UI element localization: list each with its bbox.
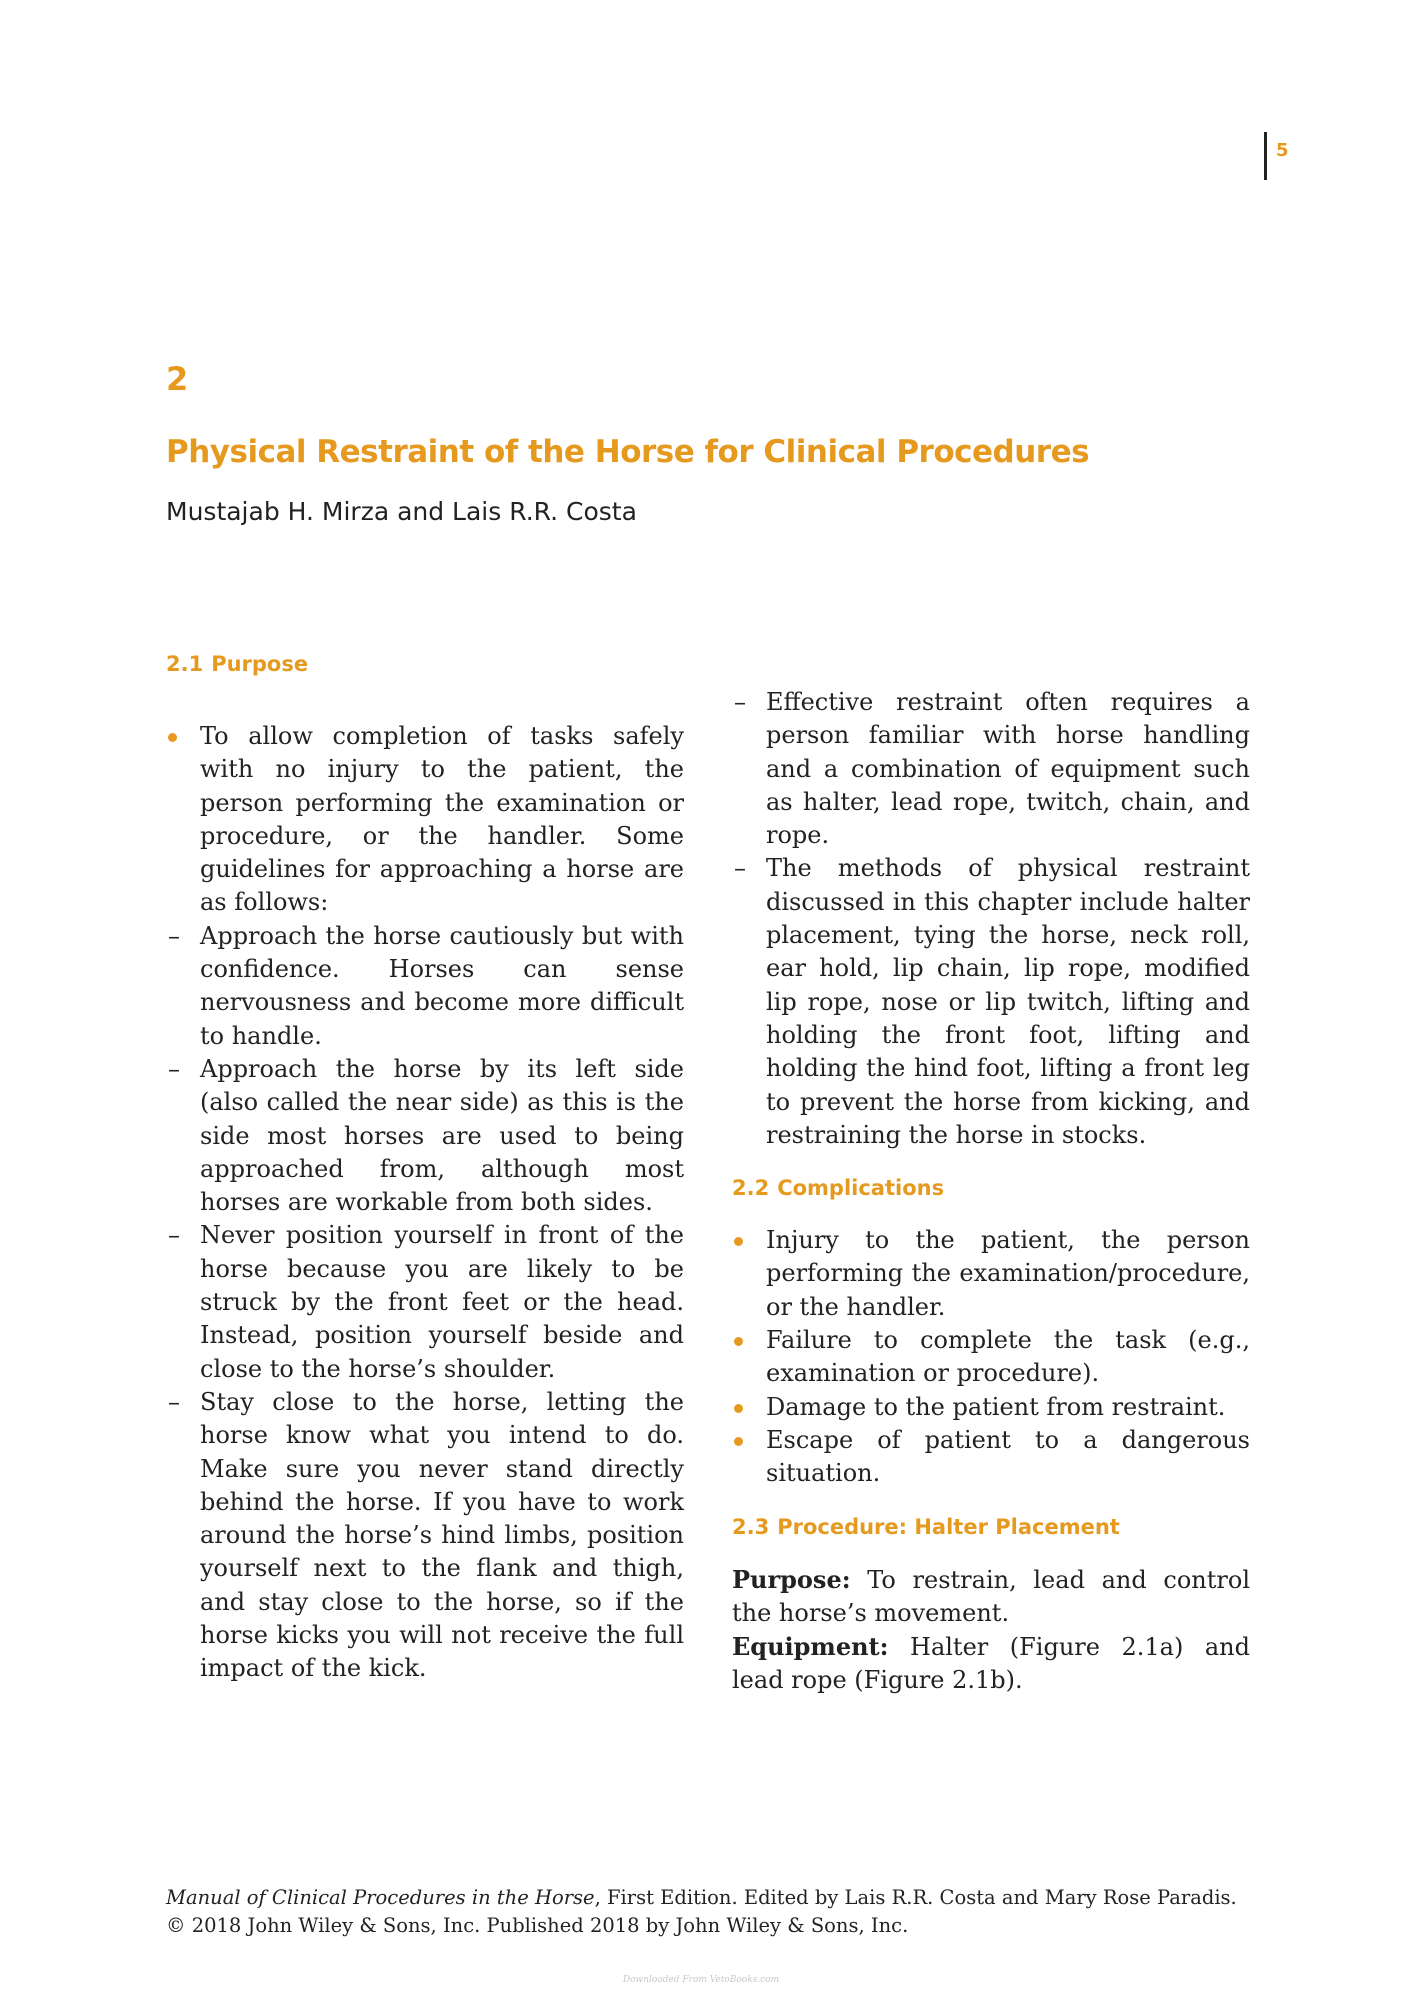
page-number-rule <box>1264 132 1267 180</box>
guideline-item: – Never position yourself in front of the horse because you are likely to be struck by the front feet or the head. Instead, position yourself beside and close to the horse’s shoulder. <box>166 1219 684 1385</box>
section-number: 2.1 <box>166 652 204 676</box>
guideline-list <box>166 920 684 1686</box>
page-number: 5 <box>1276 140 1289 161</box>
purpose-text: To restrain, lead and control the horse’s movement. <box>732 1565 1250 1627</box>
chapter-number: 2 <box>166 360 189 398</box>
right-column <box>732 686 1250 1698</box>
section-title: Purpose <box>211 652 309 676</box>
equipment-text: Halter (Figure 2.1a) and lead rope (Figure 2.1b). <box>732 1633 1250 1695</box>
section-heading-purpose <box>166 650 684 678</box>
page-footer <box>166 1884 1237 1940</box>
section-number: 2.2 <box>732 1176 770 1201</box>
section-heading-procedure <box>732 1513 1250 1541</box>
left-column <box>166 650 684 1686</box>
complication-item: Injury to the patient, the person performing the examination/procedure, or the handler. <box>732 1224 1250 1324</box>
guideline-item: – Approach the horse cautiously but with confidence. Horses can sense nervousness and become more difficult to handle. <box>166 920 684 1053</box>
guideline-item: – Approach the horse by its left side (also called the near side) as this is the side most horses are used to being approached from, although most horses are workable from both sides. <box>166 1053 684 1219</box>
guideline-list-continued <box>732 686 1250 1152</box>
chapter-authors: Mustajab H. Mirza and Lais R.R. Costa <box>166 497 637 526</box>
purpose-bullet <box>166 720 684 1686</box>
complication-item: Damage to the patient from restraint. <box>732 1391 1250 1424</box>
section-heading-complications <box>732 1174 1250 1202</box>
guideline-item: – Effective restraint often requires a person familiar with horse handling and a combination of equipment such as halter, lead rope, twitch, chain, and rope. <box>732 686 1250 852</box>
purpose-list <box>166 720 684 1686</box>
procedure-purpose <box>732 1563 1250 1631</box>
complications-list <box>732 1224 1250 1490</box>
complication-item: Failure to complete the task (e.g., examination or procedure). <box>732 1324 1250 1391</box>
chapter-title: Physical Restraint of the Horse for Clinical Procedures <box>166 434 1090 470</box>
procedure-equipment <box>732 1630 1250 1698</box>
guideline-item: – Stay close to the horse, letting the horse know what you intend to do. Make sure you never stand directly behind the horse. If you have to work around the horse’s hind limbs, position yourself next to the flank and thigh, and stay close to the horse, so if the horse kicks you will not receive the full impact of the kick. <box>166 1386 684 1686</box>
footer-edition: , First Edition. Edited by Lais R.R. Costa and Mary Rose Paradis. <box>594 1886 1237 1909</box>
section-title: Complications <box>777 1176 945 1201</box>
download-watermark: Downloaded From VetoBooks.com <box>622 1975 780 1985</box>
purpose-label: Purpose: <box>732 1564 851 1594</box>
purpose-bullet-text: To allow completion of tasks safely with no injury to the patient, the person performing the examination or procedure, or the handler. Some guidelines for approaching a horse are as follows: <box>200 722 684 917</box>
book-title: Manual of Clinical Procedures in the Horse <box>166 1886 595 1909</box>
section-number: 2.3 <box>732 1514 770 1539</box>
equipment-label: Equipment: <box>732 1632 889 1662</box>
complication-item: Escape of patient to a dangerous situation. <box>732 1424 1250 1491</box>
guideline-item: – The methods of physical restraint discussed in this chapter include halter placement, tying the horse, neck roll, ear hold, lip chain, lip rope, modified lip rope, nose or lip twitch, lifting and holding the front foot, lifting and holding the hind foot, lifting a front leg to prevent the horse from kicking, and restraining the horse in stocks. <box>732 852 1250 1152</box>
footer-copyright: © 2018 John Wiley & Sons, Inc. Published 2018 by John Wiley & Sons, Inc. <box>166 1914 909 1937</box>
section-title: Procedure: Halter Placement <box>777 1514 1120 1539</box>
footer-citation <box>166 1884 1237 1912</box>
